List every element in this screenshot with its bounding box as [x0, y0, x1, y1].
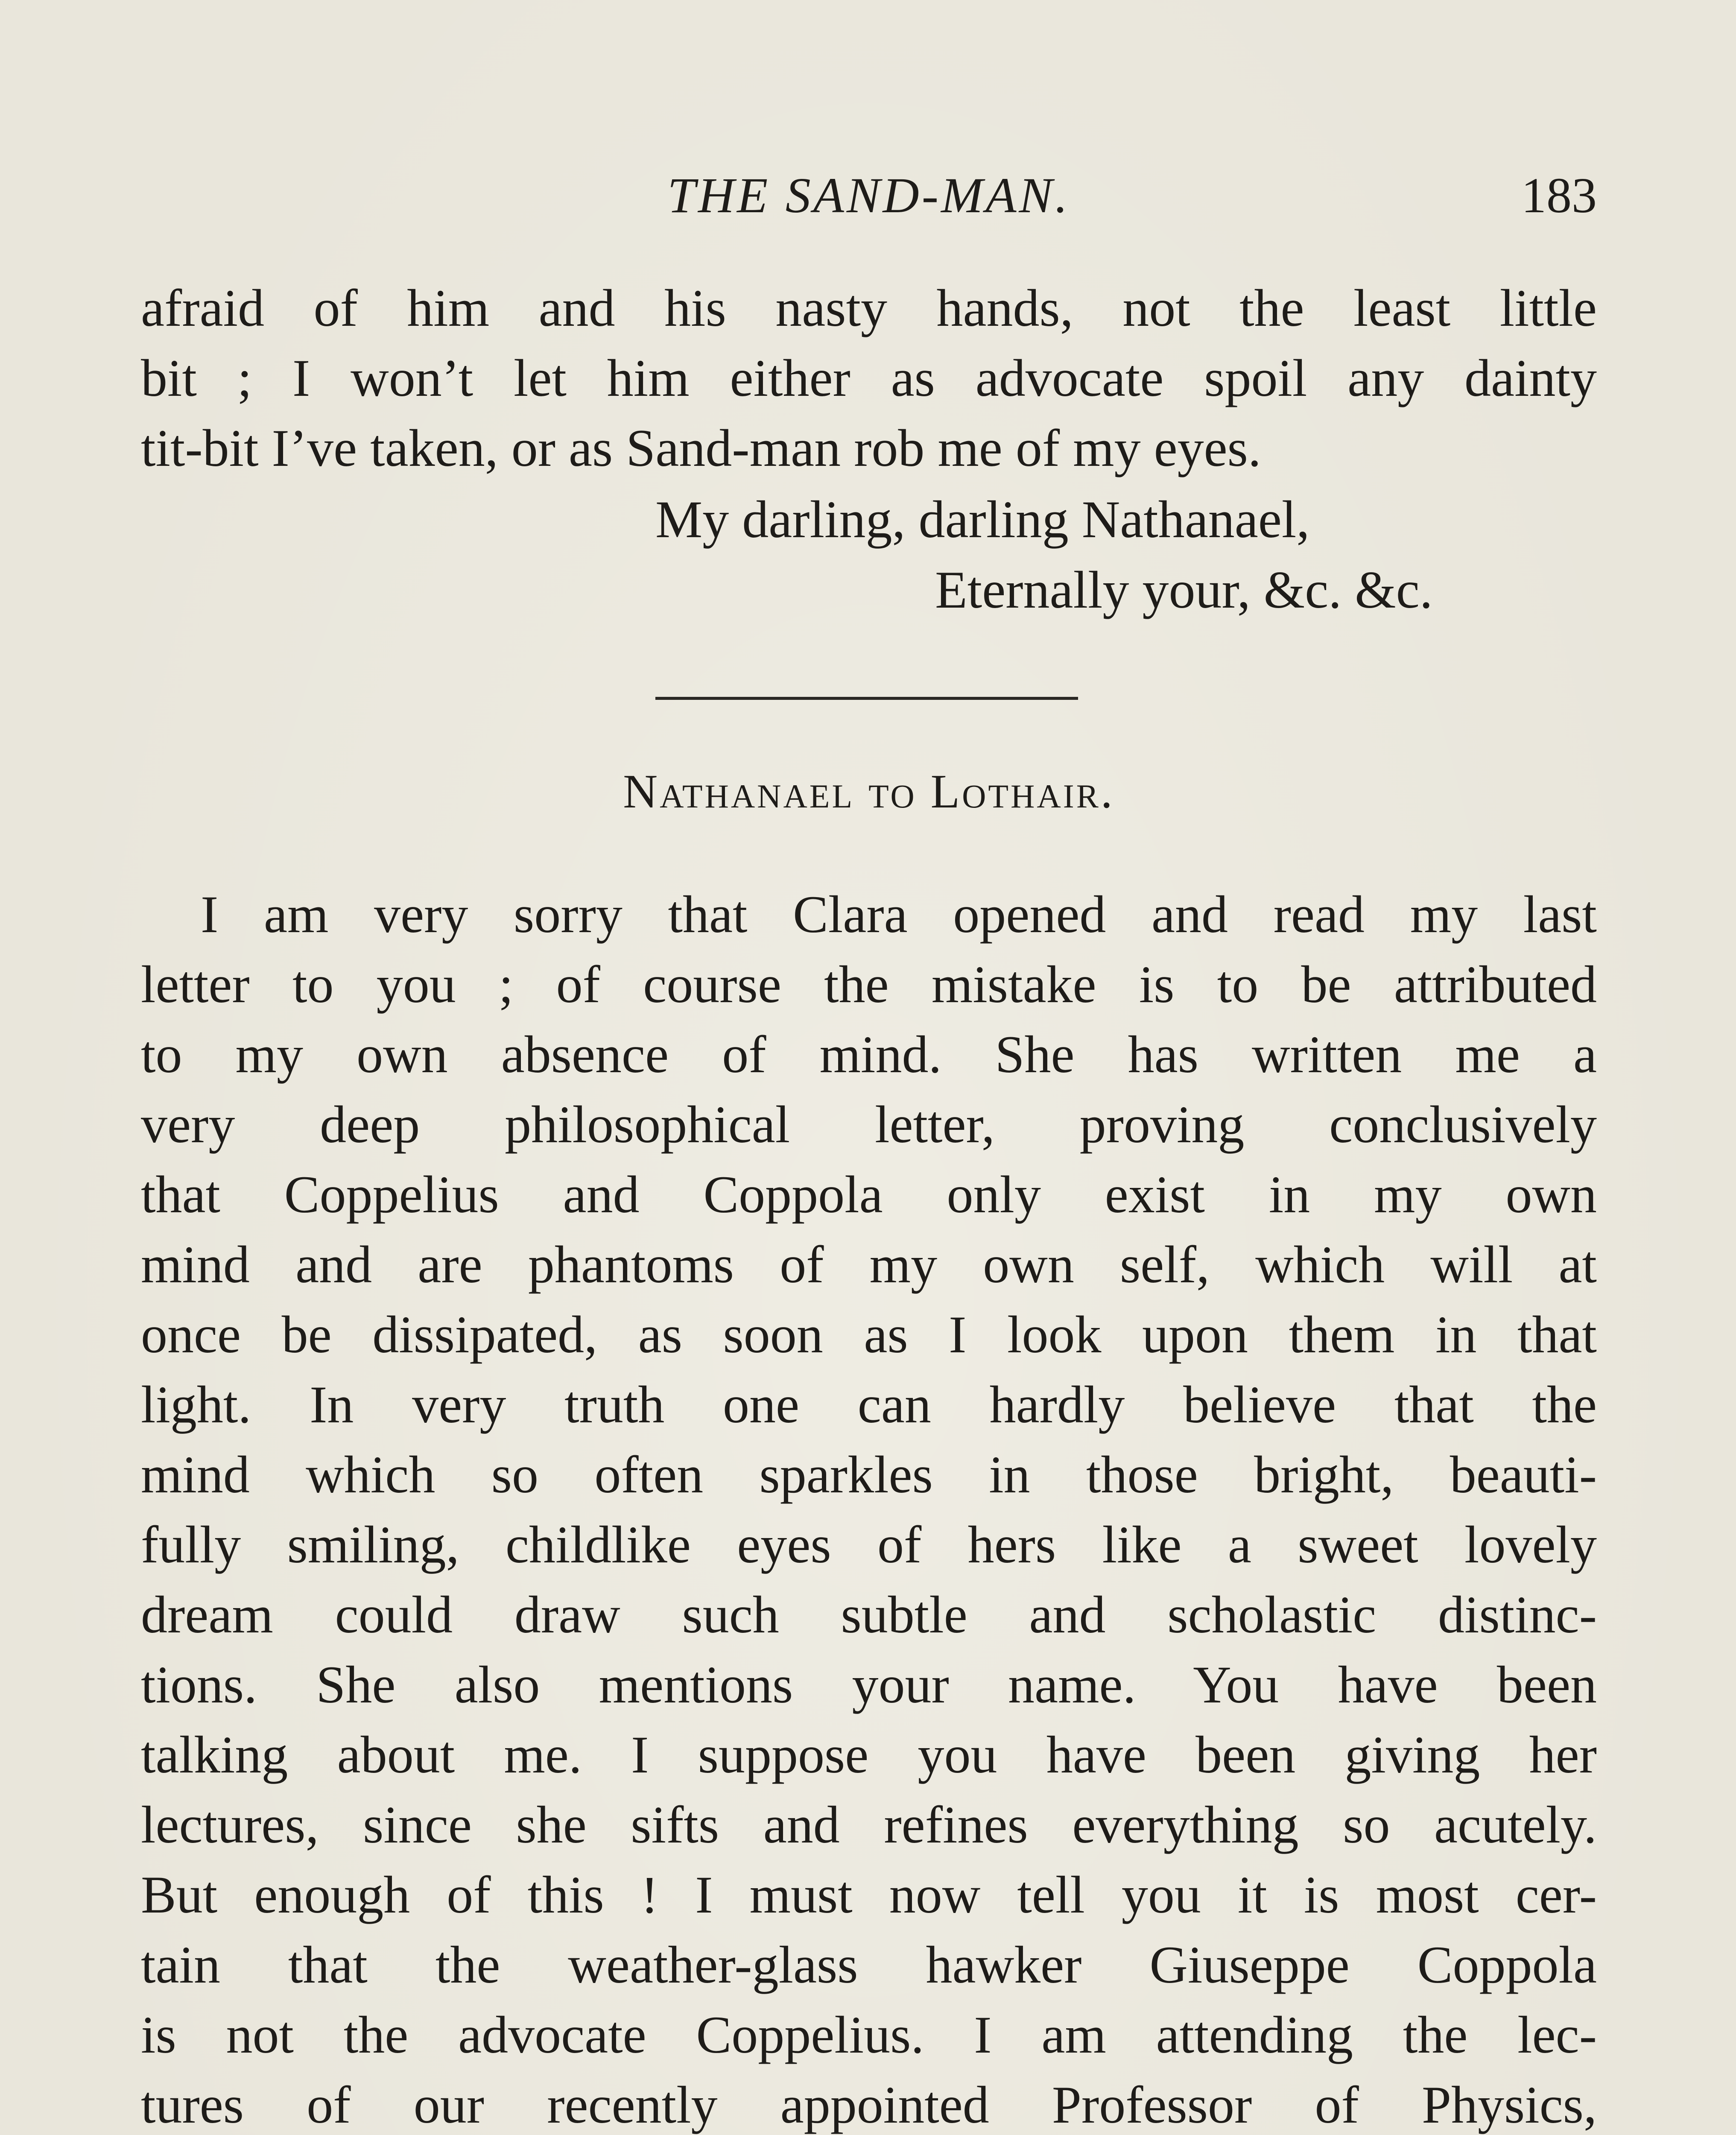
text-line: tions. She also mentions your name. You have been [141, 1655, 1597, 1714]
text-line: tain that the weather-glass hawker Giuseppe Coppola [141, 1936, 1597, 1994]
text-line: very deep philosophical letter, proving conclusively [141, 1095, 1597, 1154]
text-line: that Coppelius and Coppola only exist in my own [141, 1165, 1597, 1224]
text-line: lectures, since she sifts and refines everything so acutely. [141, 1796, 1597, 1854]
text-line: talking about me. I suppose you have been giving her [141, 1726, 1597, 1784]
text-line: tit-bit I’ve taken, or as Sand-man rob me of my eyes. [141, 419, 1261, 477]
closing: Eternally your, &c. &c. [935, 561, 1433, 619]
text-line: letter to you ; of course the mistake is to be attributed [141, 955, 1597, 1014]
text-line: afraid of him and his nasty hands, not the least little [141, 279, 1597, 337]
letter-end-text [141, 273, 1597, 483]
text-line: mind and are phantoms of my own self, which will at [141, 1235, 1597, 1294]
letter-body [141, 880, 1597, 2135]
text-line: mind which so often sparkles in those bright, beauti- [141, 1445, 1597, 1504]
section-title: Nathanael to Lothair. [623, 765, 1115, 818]
running-head: THE SAND-MAN. [667, 167, 1070, 223]
text-line: light. In very truth one can hardly believe that the [141, 1375, 1597, 1434]
text-line: But enough of this ! I must now tell you it is most cer- [141, 1866, 1597, 1924]
text-line: once be dissipated, as soon as I look upon them in that [141, 1305, 1597, 1364]
salutation: My darling, darling Nathanael, [655, 490, 1310, 549]
page-header [141, 167, 1597, 226]
text-line: I am very sorry that Clara opened and read my last [201, 885, 1597, 944]
section-divider [655, 697, 1078, 700]
text-line: fully smiling, childlike eyes of hers like a sweet lovely [141, 1515, 1597, 1574]
page-number: 183 [1521, 167, 1597, 223]
text-line: to my own absence of mind. She has written me a [141, 1025, 1597, 1084]
text-line: dream could draw such subtle and scholastic distinc- [141, 1585, 1597, 1644]
text-line: is not the advocate Coppelius. I am attending the lec- [141, 2006, 1597, 2064]
text-line: bit ; I won’t let him either as advocate spoil any dainty [141, 349, 1597, 407]
text-line: tures of our recently appointed Professor of Physics, [141, 2076, 1597, 2134]
